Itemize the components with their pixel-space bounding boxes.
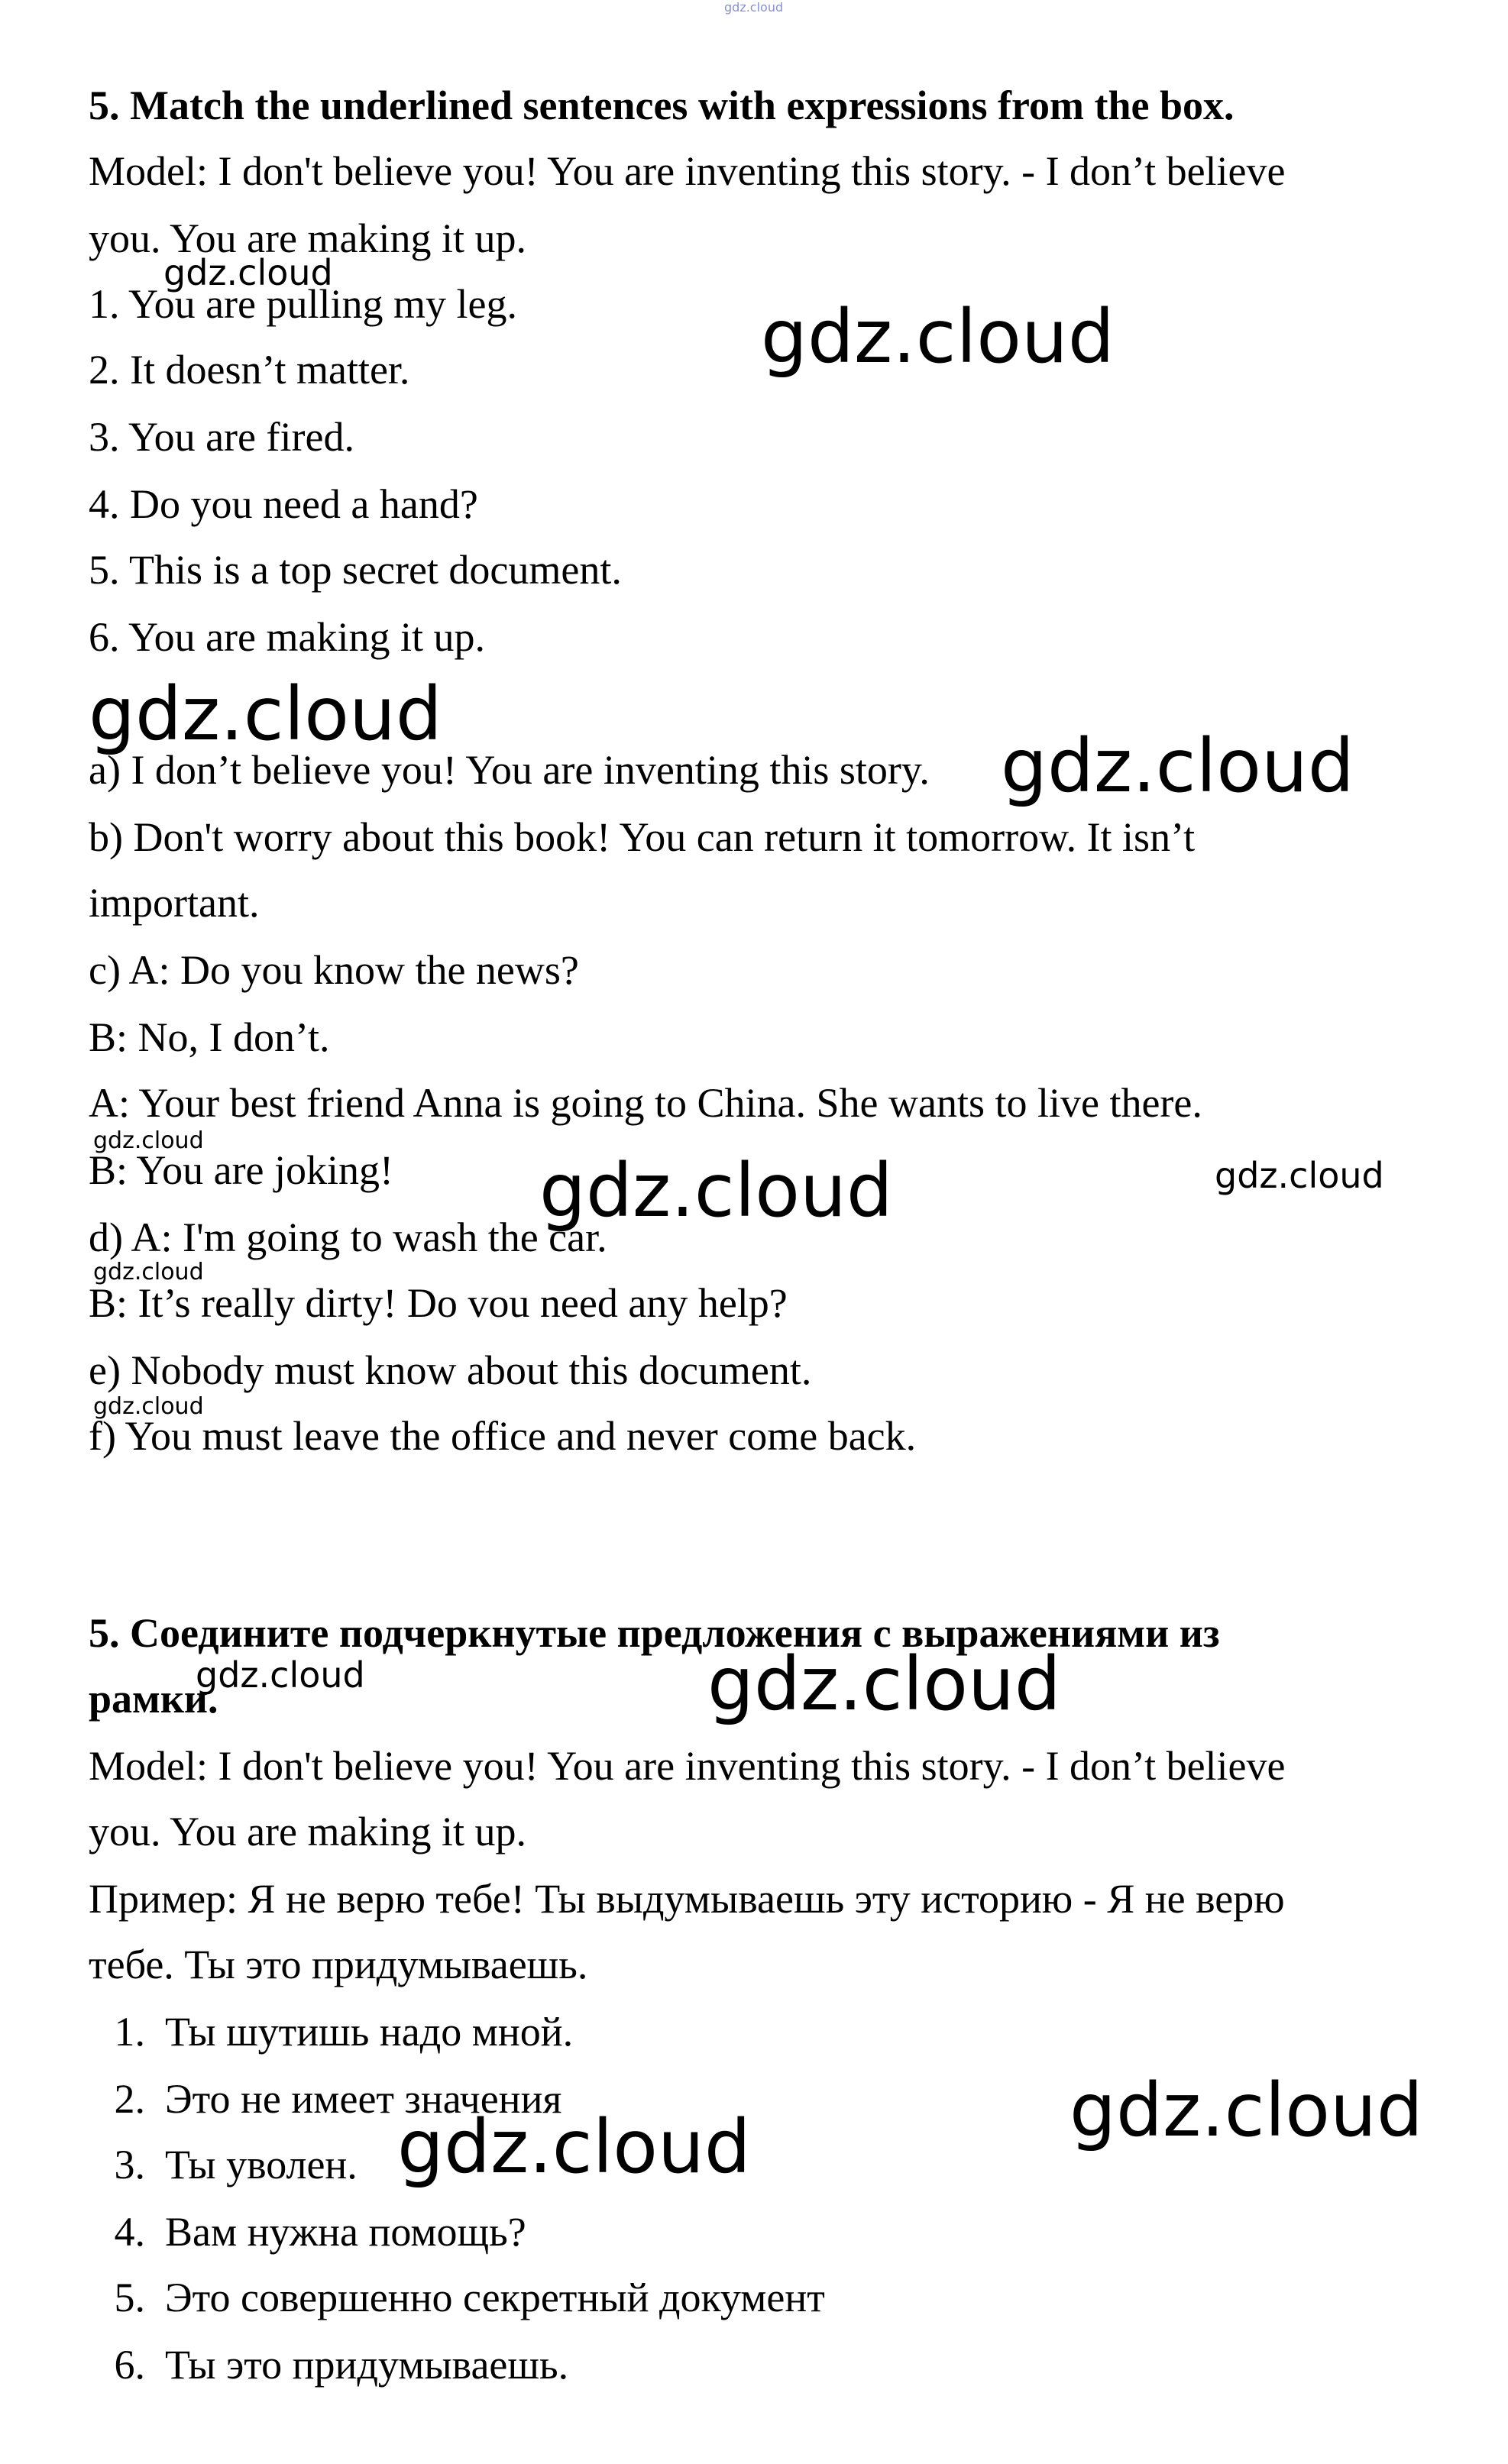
watermark: gdz.cloud [93, 1127, 204, 1154]
list-number: 4. [114, 2209, 145, 2255]
answer-line: B: No, I don’t. [89, 1014, 330, 1060]
model-line: Model: I don't believe you! You are inventing this story. - I don’t believe [89, 148, 1286, 194]
answer-line: e) Nobody must know about this document. [89, 1347, 812, 1393]
list-text: Это не имеет значения [165, 2076, 562, 2122]
list-item-ru [89, 2007, 573, 2056]
watermark: gdz.cloud [163, 252, 333, 293]
watermark: gdz.cloud [707, 1641, 1061, 1727]
list-item: 6. You are making it up. [89, 614, 485, 660]
list-item: 1. You are pulling my leg. [89, 281, 517, 327]
answer-line: B: You are joking! [89, 1147, 394, 1193]
task-title: 5. Match the underlined sentences with expressions from the box. [89, 82, 1235, 128]
watermark: gdz.cloud [761, 294, 1115, 380]
answer-line: B: It’s really dirty! Do vou need any help? [89, 1280, 788, 1326]
task-title-ru: рамки. [89, 1676, 218, 1722]
list-item: 5. This is a top secret document. [89, 547, 622, 593]
watermark: gdz.cloud [1215, 1155, 1384, 1196]
answer-line: a) I don’t believe you! You are inventing this story. [89, 747, 930, 793]
watermark: gdz.cloud [196, 1654, 365, 1696]
answer-line: f) You must leave the office and never come back. [89, 1413, 917, 1459]
example-line: тебе. Ты это придумываешь. [89, 1942, 588, 1987]
header-watermark: gdz.cloud [724, 0, 784, 15]
task-title-ru: 5. Соедините подчеркнутые предложения с выражениями из [89, 1610, 1220, 1656]
list-number: 6. [114, 2342, 145, 2388]
list-item-ru [89, 2273, 825, 2322]
model-line: you. You are making it up. [89, 215, 526, 261]
watermark: gdz.cloud [89, 671, 442, 757]
list-item: 3. You are fired. [89, 414, 354, 460]
list-text: Вам нужна помощь? [165, 2209, 526, 2255]
list-text: Ты уволен. [165, 2142, 358, 2188]
answer-line: d) A: I'm going to wash the car. [89, 1214, 607, 1260]
watermark: gdz.cloud [93, 1393, 204, 1420]
watermark: gdz.cloud [397, 2104, 751, 2190]
answer-line: b) Don't worry about this book! You can return it tomorrow. It isn’t [89, 814, 1196, 860]
example-line: Пример: Я не верю тебе! Ты выдумываешь эту историю - Я не верю [89, 1876, 1285, 1922]
watermark: gdz.cloud [1001, 723, 1354, 809]
list-text: Это совершенно секретный документ [165, 2275, 825, 2320]
list-number: 3. [114, 2142, 145, 2188]
watermark: gdz.cloud [1070, 2068, 1423, 2153]
answer-line: important. [89, 880, 260, 926]
list-text: Ты это придумываешь. [165, 2342, 569, 2388]
list-item-ru [89, 2140, 358, 2189]
list-number: 1. [114, 2009, 145, 2055]
answer-line: A: Your best friend Anna is going to China. She wants to live there. [89, 1080, 1202, 1126]
list-item: 4. Do you need a hand? [89, 481, 478, 527]
list-text: Ты шутишь надо мной. [165, 2009, 574, 2055]
list-number: 5. [114, 2275, 145, 2320]
model-line: Model: I don't believe you! You are inventing this story. - I don’t believe [89, 1743, 1286, 1789]
watermark: gdz.cloud [93, 1259, 204, 1285]
watermark: gdz.cloud [539, 1148, 893, 1234]
answer-line: c) A: Do you know the news? [89, 947, 579, 993]
list-item: 2. It doesn’t matter. [89, 347, 410, 393]
list-item-ru [89, 2340, 568, 2389]
list-item-ru [89, 2207, 526, 2256]
model-line: you. You are making it up. [89, 1809, 526, 1854]
list-number: 2. [114, 2076, 145, 2122]
